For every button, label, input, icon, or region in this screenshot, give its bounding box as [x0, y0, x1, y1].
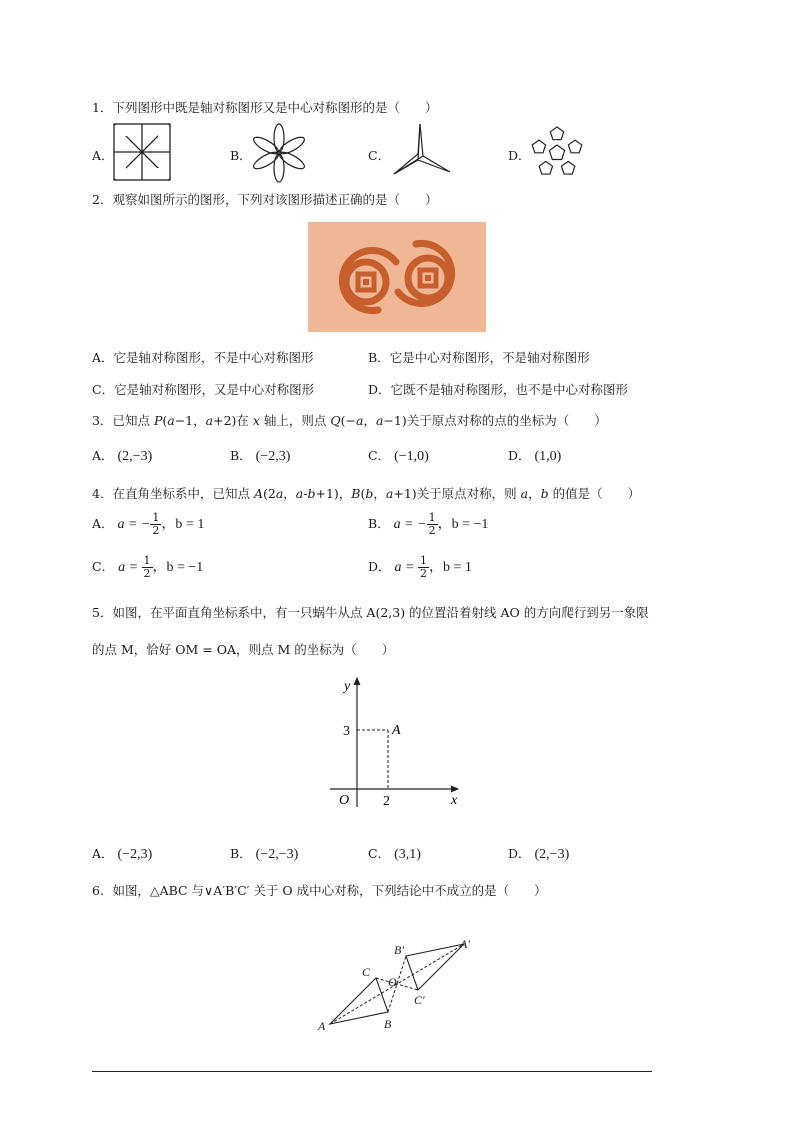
q5-stem-line2: 的点 M，恰好 OM = OA，则点 M 的坐标为（ ）	[92, 642, 395, 657]
pinwheel-figure	[112, 122, 172, 182]
q2-option-d: D．它既不是轴对称图形，也不是中心对称图形	[368, 382, 629, 397]
q2-option-c: C．它是轴对称图形，又是中心对称图形	[92, 382, 315, 397]
tick-2-label: 2	[383, 794, 390, 809]
three-blade-figure	[390, 122, 454, 180]
pentagon-ring-figure	[528, 124, 586, 180]
q1-option-a-label: A．	[92, 148, 114, 163]
label-a: A	[318, 1019, 326, 1033]
coin-pattern-image	[308, 222, 486, 332]
q4-stem: 4．在直角坐标系中，已知点 A(2a，a-b+1)，B(b，a+1)关于原点对称，则 a，b 的值是（ ）	[92, 486, 641, 501]
q3-option-a: A． (2,−3)	[92, 448, 153, 464]
q4-option-d: D． a = $\frac{1}{2}$ ，b = 1	[368, 554, 472, 580]
label-b: B	[384, 1017, 392, 1031]
tick-3-label: 3	[343, 724, 350, 739]
triangle-a2b2c2	[406, 944, 464, 990]
origin-label: O	[339, 793, 350, 808]
x-axis-label: x	[451, 793, 458, 808]
label-a-prime: A′	[460, 937, 470, 951]
q5-option-a: A． (−2,3)	[92, 846, 153, 862]
q4-option-a: A． a = − $\frac{1}{2}$ ，b = 1	[92, 511, 205, 537]
q2-stem: 2．观察如图所示的图形，下列对该图形描述正确的是（ ）	[92, 192, 438, 207]
segment-cc2	[376, 978, 418, 990]
q3-stem: 3．已知点 P(a−1，a+2)在 x 轴上，则点 Q(−a，a−1)关于原点对称的点的坐标为（ ）	[92, 413, 607, 428]
bottom-divider	[92, 1071, 652, 1072]
label-c: C	[362, 965, 371, 979]
q5-stem-line1: 5．如图，在平面直角坐标系中，有一只蜗牛从点 A(2,3) 的位置沿着射线 AO 的方向爬行到另一象限	[92, 605, 649, 620]
label-b-prime: B′	[394, 943, 404, 957]
y-axis-label: y	[344, 679, 351, 694]
q3-option-d: D． (1,0)	[508, 448, 562, 464]
q5-option-d: D． (2,−3)	[508, 846, 570, 862]
q5-option-b: B． (−2,−3)	[230, 846, 299, 862]
label-o: O	[388, 975, 397, 989]
q5-coordinate-figure	[330, 672, 470, 812]
q1-option-c-label: C．	[368, 148, 391, 163]
q1-option-d-label: D．	[508, 148, 531, 163]
q1-option-b-label: B．	[230, 148, 252, 163]
label-c-prime: C′	[414, 993, 425, 1007]
q6-stem: 6．如图，△ABC 与∨A′B′C′ 关于 O 成中心对称，下列结论中不成立的是（ ）	[92, 883, 547, 898]
point-a-label: A	[392, 723, 401, 738]
q4-option-b: B． a = − $\frac{1}{2}$ ，b = −1	[368, 511, 489, 537]
q3-option-b: B． (−2,3)	[230, 448, 291, 464]
q5-option-c: C． (3,1)	[368, 846, 421, 862]
triangle-abc	[330, 978, 388, 1024]
q2-option-b: B．它是中心对称图形，不是轴对称图形	[368, 350, 590, 365]
q2-option-a: A．它是轴对称图形，不是中心对称图形	[92, 350, 314, 365]
q1-stem: 1．下列图形中既是轴对称图形又是中心对称图形的是（ ）	[92, 100, 438, 115]
q6-symmetry-figure	[316, 936, 496, 1036]
coin-pattern-bg	[308, 222, 486, 332]
six-petal-flower-figure	[248, 122, 310, 184]
q3-option-c: C． (−1,0)	[368, 448, 429, 464]
q4-option-c: C． a = $\frac{1}{2}$ ，b = −1	[92, 554, 204, 580]
